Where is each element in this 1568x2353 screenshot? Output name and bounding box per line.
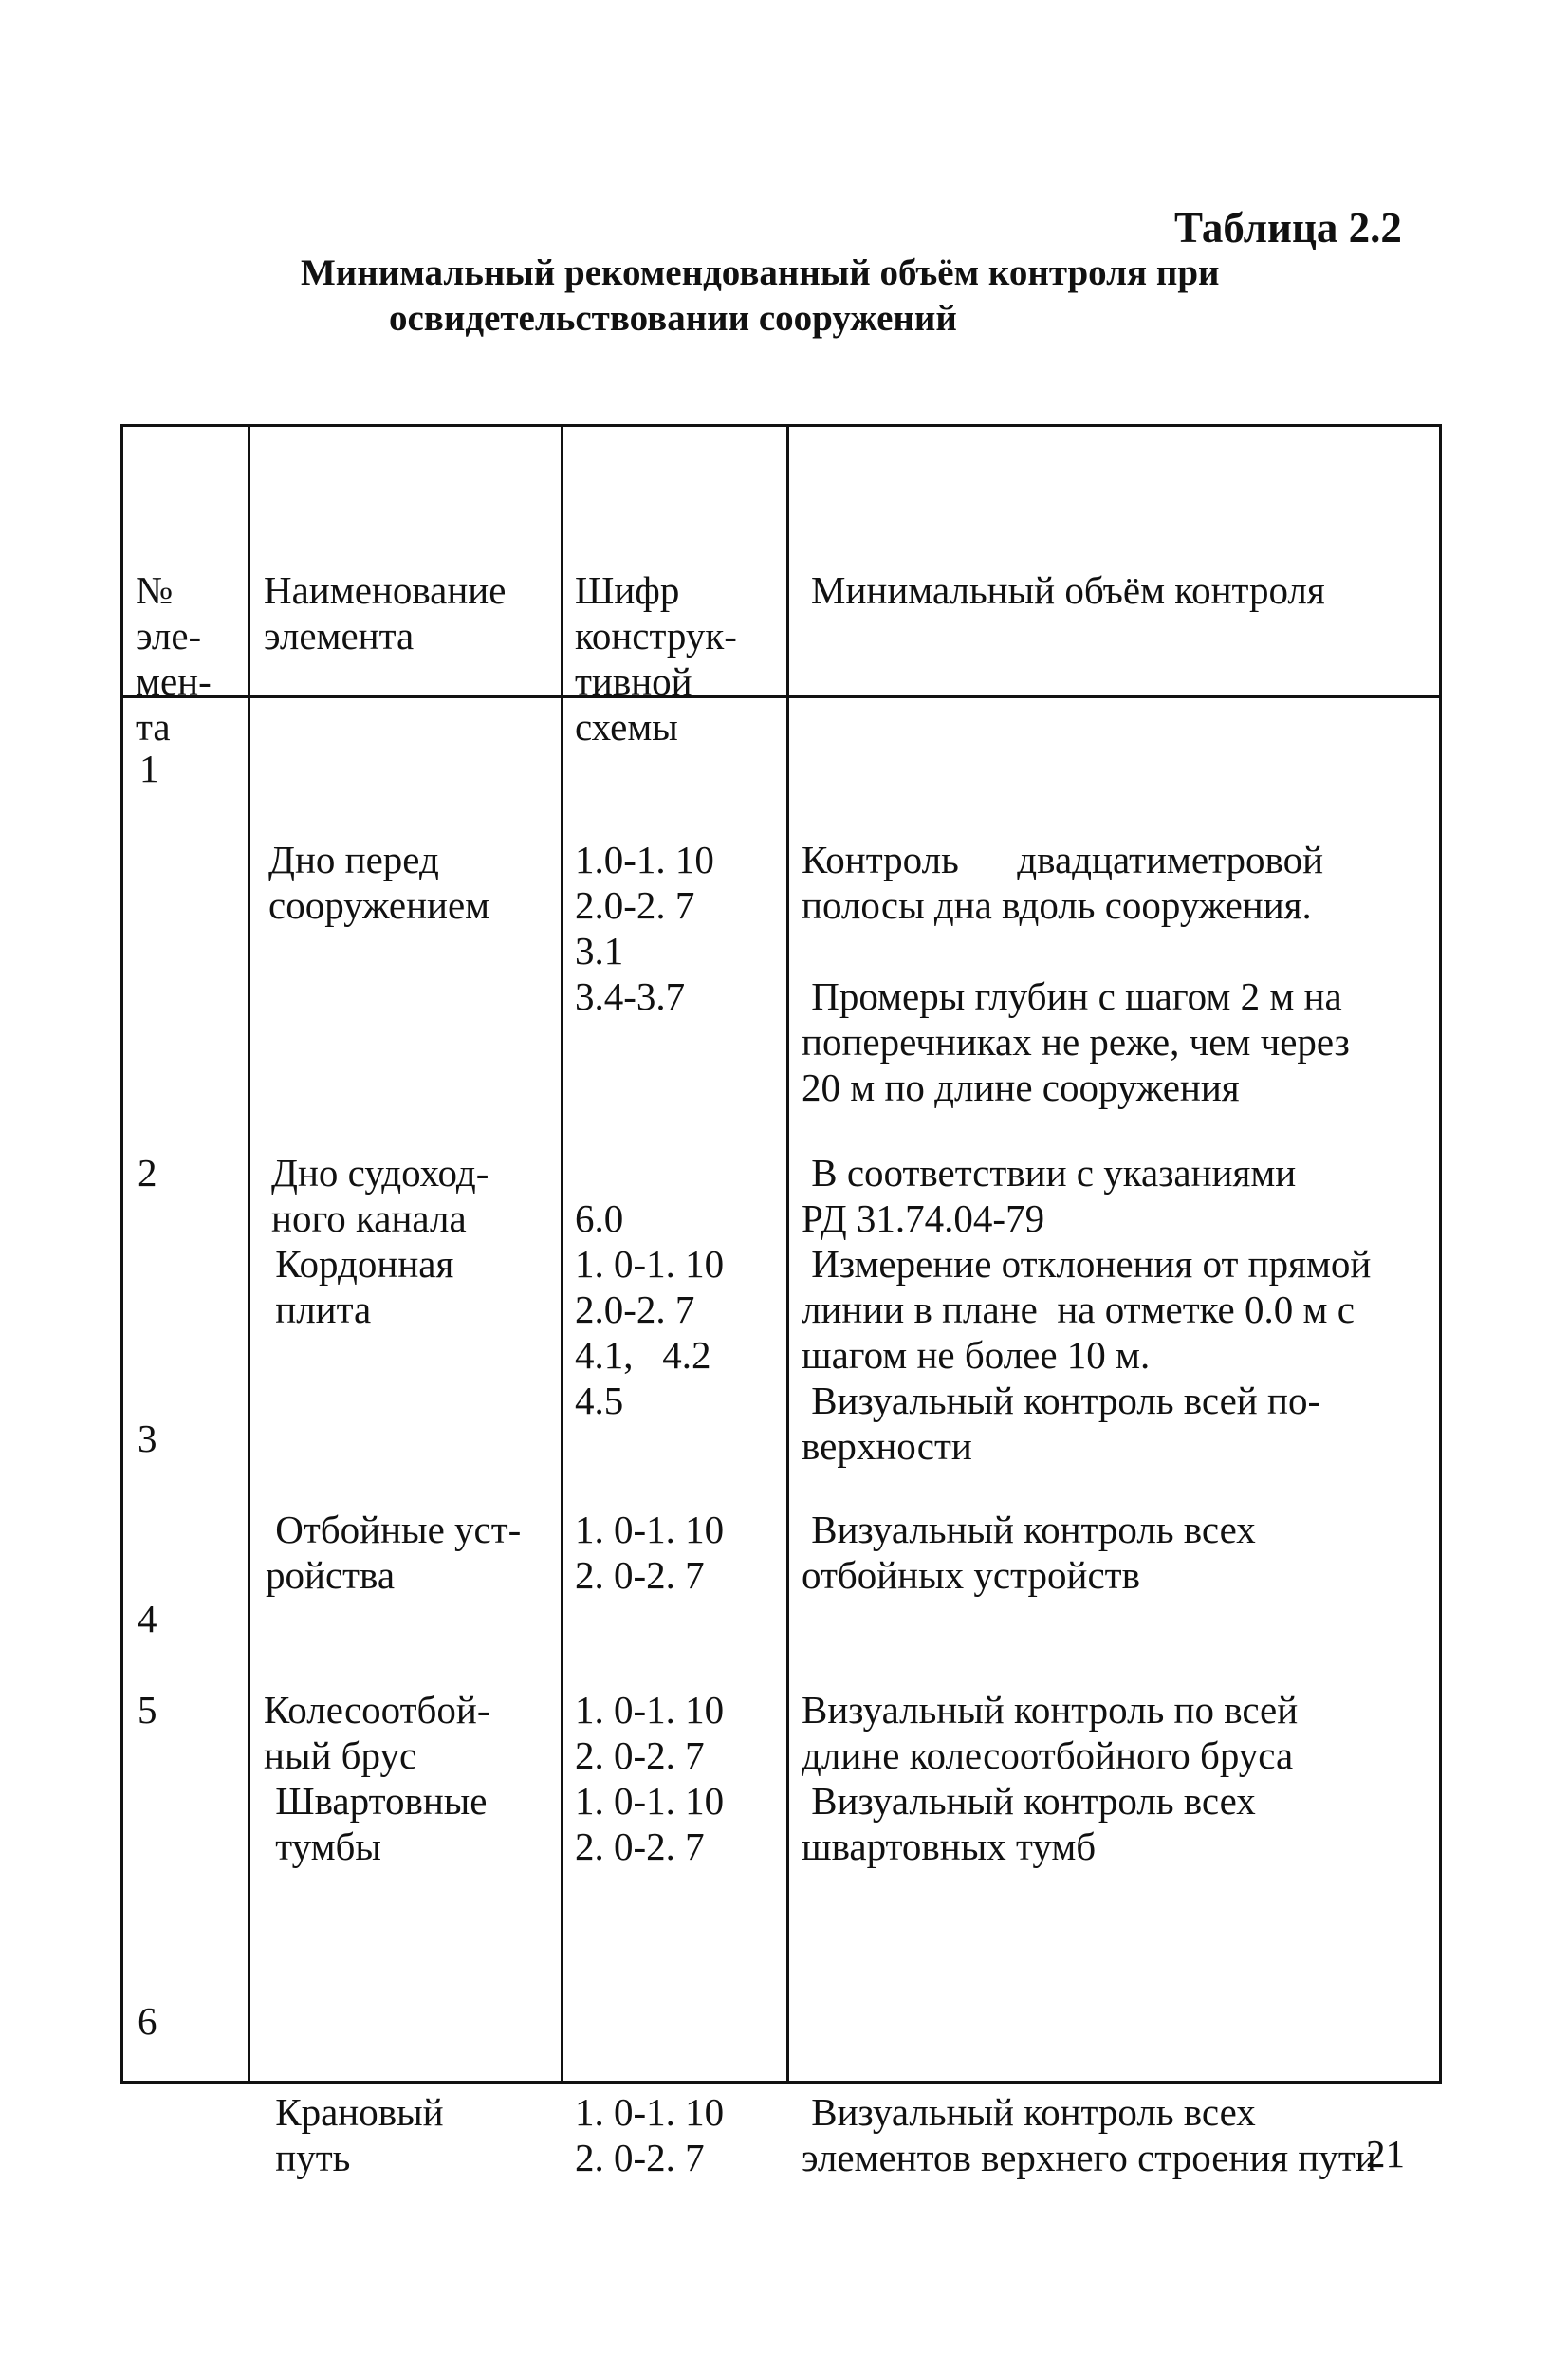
row-6-name: Крановый путь <box>266 2090 444 2179</box>
row-6-code: 1. 0-1. 10 2. 0-2. 7 <box>575 2090 725 2179</box>
table-title-line-1: Минимальный рекомендованный объём контроля при <box>301 252 1220 293</box>
row-5-code: 1. 0-1. 10 2. 0-2. 7 <box>575 1779 725 1868</box>
row-2-num: 2 <box>138 1151 157 1195</box>
row-4-name: Колесоотбой- ный брус <box>264 1688 490 1777</box>
row-5-name: Швартовные тумбы <box>266 1779 488 1868</box>
table-title-line-2: освидетельствовании сооружений <box>389 298 957 339</box>
row-3-code: 1. 0-1. 10 2. 0-2. 7 <box>575 1508 725 1597</box>
row-canal-code: 6.0 <box>575 1196 624 1240</box>
row-1-num: 1 <box>139 747 159 790</box>
column-divider-3 <box>786 424 789 2084</box>
row-3-scope: Визуальный контроль всех отбойных устройств <box>802 1508 1256 1597</box>
table-left-border <box>120 424 123 2084</box>
row-2-code: 1. 0-1. 10 2.0-2. 7 4.1, 4.2 4.5 <box>575 1242 725 1422</box>
row-6-num: 6 <box>138 1999 157 2043</box>
row-1-name: Дно перед сооружением <box>268 838 490 927</box>
header-scope: Минимальный объём контроля <box>811 568 1325 612</box>
row-4-num: 4 <box>138 1597 157 1640</box>
header-code: Шифр конструк- тивной схемы <box>575 568 737 749</box>
row-6-scope: Визуальный контроль всех элементов верхнего строения пути <box>802 2090 1376 2179</box>
table-top-border <box>120 424 1442 427</box>
column-divider-1 <box>248 424 250 2084</box>
row-4-code: 1. 0-1. 10 2. 0-2. 7 <box>575 1688 725 1777</box>
row-canal-name: Дно судоход- ного канала <box>271 1151 489 1240</box>
column-divider-2 <box>561 424 563 2084</box>
row-5-scope: Визуальный контроль всех швартовных тумб <box>802 1779 1256 1868</box>
header-name: Наименование элемента <box>264 568 507 658</box>
row-5-num: 5 <box>138 1688 157 1732</box>
row-4-scope: Визуальный контроль по всей длине колесоотбойного бруса <box>802 1688 1299 1777</box>
row-2-name: Кордонная плита <box>266 1242 454 1331</box>
row-3-name: Отбойные уст- ройства <box>266 1508 522 1597</box>
table-label: Таблица 2.2 <box>1174 204 1402 251</box>
row-1-code: 1.0-1. 10 2.0-2. 7 3.1 3.4-3.7 <box>575 838 714 1018</box>
table-right-border <box>1439 424 1442 2084</box>
row-3-num: 3 <box>138 1417 157 1460</box>
row-2-scope: Измерение отклонения от прямой линии в плане на отметке 0.0 м с шагом не более 10 м. Визуальный контроль всей по- верхности <box>802 1242 1372 1468</box>
header-num: № эле- мен- та <box>136 568 212 749</box>
row-1-scope: Контроль двадцатиметровой полосы дна вдоль сооружения. Промеры глубин с шагом 2 м на поперечниках не реже, чем через 20 м по длине сооружения <box>802 838 1350 1109</box>
page-number: 21 <box>1366 2132 1405 2176</box>
row-canal-scope: В соответствии с указаниями РД 31.74.04-79 <box>802 1151 1297 1240</box>
